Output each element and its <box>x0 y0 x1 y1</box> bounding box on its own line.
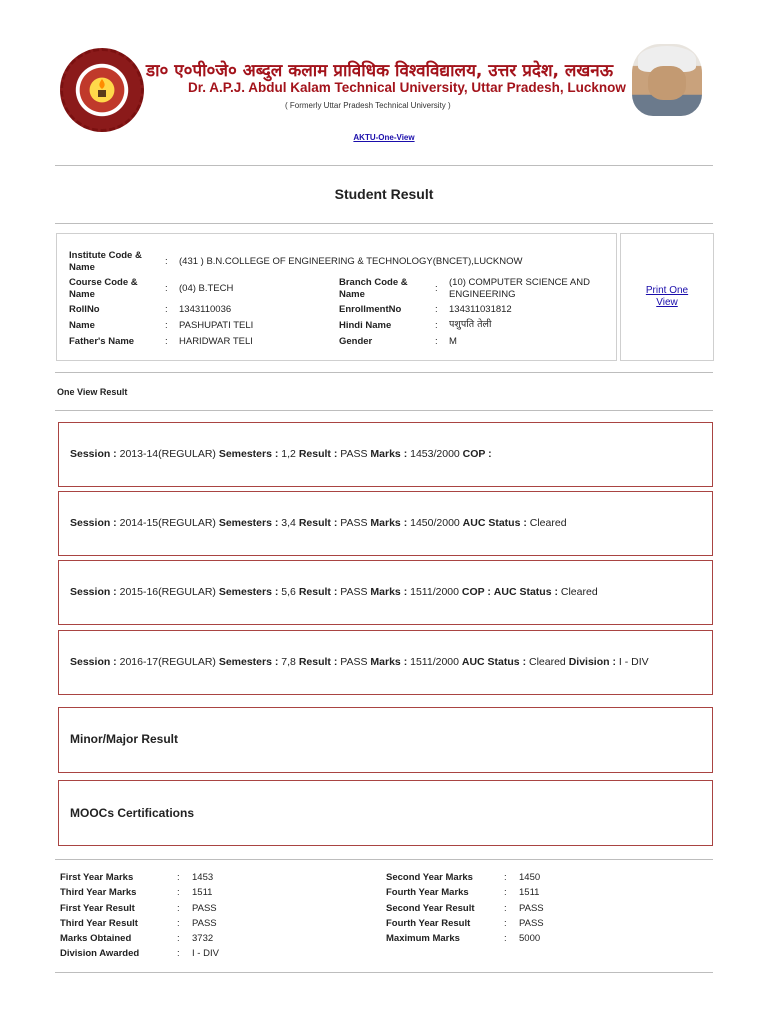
session-card <box>58 560 713 625</box>
institute-value: (431 ) B.N.COLLEGE OF ENGINEERING & TECHNOLOGY(BNCET),LUCKNOW <box>179 256 523 267</box>
university-seal-icon <box>60 48 144 132</box>
divider <box>55 859 713 860</box>
hindi-name-label: Hindi Name <box>339 320 392 331</box>
father-name-label: Father's Name <box>69 336 135 347</box>
session-line: Session : 2013-14(REGULAR) Semesters : 1,2 Result : PASS Marks : 1453/2000 COP : <box>70 448 492 460</box>
moocs-heading: MOOCs Certifications <box>70 806 195 820</box>
print-one-view-link[interactable]: Print One View <box>645 285 689 308</box>
name-value: PASHUPATI TELI <box>179 320 254 331</box>
session-line: Session : 2015-16(REGULAR) Semesters : 5,6 Result : PASS Marks : 1511/2000 COP : AUC Status : Cleared <box>70 586 598 598</box>
rollno-value: 1343110036 <box>179 304 232 315</box>
divider <box>55 410 713 411</box>
divider <box>55 223 713 224</box>
course-label: Course Code & Name <box>69 277 138 300</box>
name-label: Name <box>69 320 95 331</box>
divider <box>55 372 713 373</box>
divider <box>55 972 713 973</box>
apj-abdul-kalam-portrait-icon <box>632 44 702 116</box>
gender-label: Gender <box>339 336 373 347</box>
hindi-name-value: पशुपति तेली <box>449 319 492 330</box>
session-card <box>58 422 713 487</box>
session-line: Session : 2016-17(REGULAR) Semesters : 7,8 Result : PASS Marks : 1511/2000 AUC Status : Cleared Division : I - DIV <box>70 656 649 668</box>
rollno-label: RollNo <box>69 304 100 315</box>
session-line: Session : 2014-15(REGULAR) Semesters : 3,4 Result : PASS Marks : 1450/2000 AUC Status : Cleared <box>70 517 567 529</box>
institute-label: Institute Code & Name <box>69 250 142 273</box>
divider <box>55 165 713 166</box>
student-info-panel: Institute Code & Name : (431 ) B.N.COLLEGE OF ENGINEERING & TECHNOLOGY(BNCET),LUCKNOW Course Code & Name : (04) B.TECH Branch Code & Name : (10) COMPUTER SCIENCE AND ENGINEERING RollNo : 1343110036 EnrollmentNo : 134311031812 Name : PASHUPATI TELI Hindi Name : पशुपति तेली Father's Name : HARIDWAR TELI Gender : M <box>56 233 617 361</box>
branch-value: (10) COMPUTER SCIENCE AND ENGINEERING <box>449 277 590 300</box>
university-name-english: Dr. A.P.J. Abdul Kalam Technical University, Uttar Pradesh, Lucknow <box>188 80 626 95</box>
page-title: Student Result <box>334 186 434 202</box>
father-name-value: HARIDWAR TELI <box>179 336 253 347</box>
minor-major-result-card <box>58 707 713 773</box>
session-card <box>58 491 713 556</box>
minor-major-heading: Minor/Major Result <box>70 732 179 746</box>
print-one-view-panel <box>620 233 714 361</box>
university-former-name: ( Formerly Uttar Pradesh Technical University ) <box>285 101 451 110</box>
gender-value: M <box>449 336 457 347</box>
university-header <box>0 0 768 125</box>
enrollment-label: EnrollmentNo <box>339 304 402 315</box>
session-card <box>58 630 713 695</box>
branch-label: Branch Code & Name <box>339 277 408 300</box>
one-view-result-label: One View Result <box>57 387 128 397</box>
enrollment-value: 134311031812 <box>449 304 512 315</box>
aktu-one-view-link[interactable]: AKTU-One-View <box>353 133 415 142</box>
university-name-hindi: डा० ए०पी०जे० अब्दुल कलाम प्राविधिक विश्वविद्यालय, उत्तर प्रदेश, लखनऊ <box>146 61 614 81</box>
moocs-card <box>58 780 713 846</box>
course-value: (04) B.TECH <box>179 283 234 294</box>
